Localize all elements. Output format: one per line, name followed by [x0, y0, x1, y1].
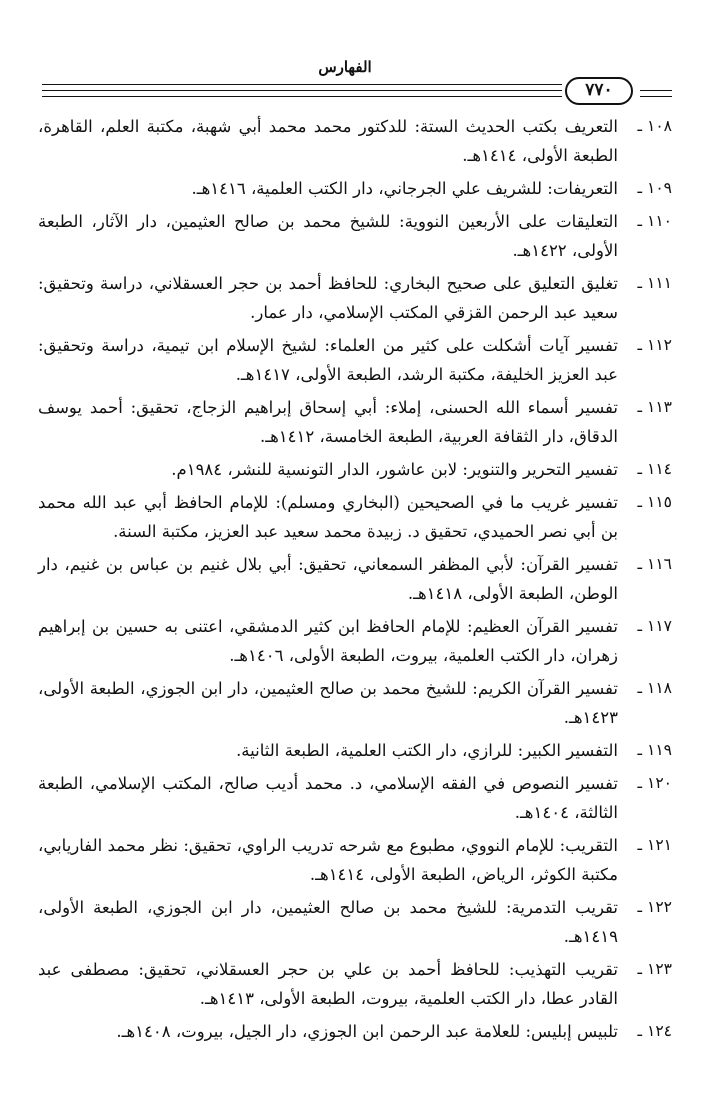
bibliography-entry	[38, 736, 672, 765]
entry-number: ١١٨ ـ	[637, 679, 672, 697]
entry-number: ١١٢ ـ	[637, 336, 672, 354]
entry-text: التفسير الكبير: للرازي، دار الكتب العلمية، الطبعة الثانية.	[236, 741, 618, 760]
entry-number: ١٠٨ ـ	[637, 117, 672, 135]
entry-text: تقريب التهذيب: للحافظ أحمد بن علي بن حجر العسقلاني، تحقيق: مصطفى عبد القادر عطا، دار الكتب العلمية، بيروت، الطبعة الأولى، ١٤١٣هـ.	[38, 960, 618, 1008]
entry-number: ١١٤ ـ	[637, 460, 672, 478]
bibliography-entry	[38, 488, 672, 546]
entry-text: التعريف بكتب الحديث الستة: للدكتور محمد محمد أبي شهبة، مكتبة العلم، القاهرة، الطبعة الأولى، ١٤١٤هـ.	[38, 117, 618, 165]
entry-number: ١٢٠ ـ	[637, 774, 672, 792]
header-rule	[640, 90, 672, 91]
entry-text: التعليقات على الأربعين النووية: للشيخ محمد بن صالح العثيمين، دار الآثار، الطبعة الأولى، ١٤٢٢هـ.	[38, 212, 618, 260]
entry-text: التعريفات: للشريف علي الجرجاني، دار الكتب العلمية، ١٤١٦هـ.	[191, 179, 618, 198]
entry-text: تفسير غريب ما في الصحيحين (البخاري ومسلم): للإمام الحافظ أبي عبد الله محمد بن أبي نصر الحميدي، تحقيق د. زبيدة محمد سعيد عبد العزيز، مكتبة السنة.	[38, 493, 618, 541]
bibliography-entry	[38, 612, 672, 670]
bibliography-list	[38, 112, 672, 1050]
bibliography-entry	[38, 174, 672, 203]
entry-number: ١١١ ـ	[637, 274, 672, 292]
page-number: ٧٧٠	[565, 77, 633, 105]
bibliography-entry	[38, 674, 672, 732]
running-head-title: الفهارس	[318, 58, 372, 76]
entry-number: ١٢٢ ـ	[637, 898, 672, 916]
bibliography-entry	[38, 769, 672, 827]
entry-number: ١٢١ ـ	[637, 836, 672, 854]
bibliography-entry	[38, 269, 672, 327]
bibliography-entry	[38, 455, 672, 484]
entry-text: تغليق التعليق على صحيح البخاري: للحافظ أحمد بن حجر العسقلاني، دراسة وتحقيق: سعيد عبد الرحمن القزقي المكتب الإسلامي، دار عمار.	[38, 274, 618, 322]
entry-number: ١١٠ ـ	[637, 212, 672, 230]
bibliography-entry	[38, 112, 672, 170]
entry-text: تفسير القرآن العظيم: للإمام الحافظ ابن كثير الدمشقي، اعتنى به حسين بن إبراهيم زهران، دار الكتب العلمية، بيروت، الطبعة الأولى، ١٤٠٦هـ.	[38, 617, 618, 665]
entry-number: ١١٣ ـ	[637, 398, 672, 416]
bibliography-entry	[38, 331, 672, 389]
entry-number: ١١٥ ـ	[637, 493, 672, 511]
header-rule	[42, 96, 562, 97]
entry-text: تفسير أسماء الله الحسنى، إملاء: أبي إسحاق إبراهيم الزجاج، تحقيق: أحمد يوسف الدقاق، دار الثقافة العربية، الطبعة الخامسة، ١٤١٢هـ.	[38, 398, 618, 446]
bibliography-entry	[38, 207, 672, 265]
entry-text: تفسير القرآن الكريم: للشيخ محمد بن صالح العثيمين، دار ابن الجوزي، الطبعة الأولى، ١٤٢٣هـ.	[38, 679, 618, 727]
entry-text: تقريب التدمرية: للشيخ محمد بن صالح العثيمين، دار ابن الجوزي، الطبعة الأولى، ١٤١٩هـ.	[38, 898, 618, 946]
entry-number: ١١٩ ـ	[637, 741, 672, 759]
bibliography-entry	[38, 1017, 672, 1046]
bibliography-entry	[38, 393, 672, 451]
entry-number: ١١٦ ـ	[637, 555, 672, 573]
entry-text: تفسير آيات أشكلت على كثير من العلماء: لشيخ الإسلام ابن تيمية، دراسة وتحقيق: عبد العزيز الخليفة، مكتبة الرشد، الطبعة الأولى، ١٤١٧هـ.	[38, 336, 618, 384]
entry-text: التقريب: للإمام النووي، مطبوع مع شرحه تدريب الراوي، تحقيق: نظر محمد الفاريابي، مكتبة الكوثر، الرياض، الطبعة الأولى، ١٤١٤هـ.	[38, 836, 618, 884]
bibliography-entry	[38, 893, 672, 951]
header-rule	[42, 90, 562, 91]
header-rule	[640, 96, 672, 97]
entry-text: تفسير التحرير والتنوير: لابن عاشور، الدار التونسية للنشر، ١٩٨٤م.	[171, 460, 618, 479]
entry-number: ١٠٩ ـ	[637, 179, 672, 197]
entry-text: تلبيس إبليس: للعلامة عبد الرحمن ابن الجوزي، دار الجيل، بيروت، ١٤٠٨هـ.	[116, 1022, 618, 1041]
entry-number: ١١٧ ـ	[637, 617, 672, 635]
header-rule	[42, 84, 562, 85]
entry-text: تفسير النصوص في الفقه الإسلامي، د. محمد أديب صالح، المكتب الإسلامي، الطبعة الثالثة، ١٤٠٤هـ.	[38, 774, 618, 822]
page-header	[0, 0, 708, 118]
bibliography-entry	[38, 550, 672, 608]
entry-number: ١٢٤ ـ	[637, 1022, 672, 1040]
bibliography-entry	[38, 831, 672, 889]
entry-text: تفسير القرآن: لأبي المظفر السمعاني، تحقيق: أبي بلال غنيم بن عباس بن غنيم، دار الوطن، الطبعة الأولى، ١٤١٨هـ.	[38, 555, 618, 603]
bibliography-entry	[38, 955, 672, 1013]
entry-number: ١٢٣ ـ	[637, 960, 672, 978]
